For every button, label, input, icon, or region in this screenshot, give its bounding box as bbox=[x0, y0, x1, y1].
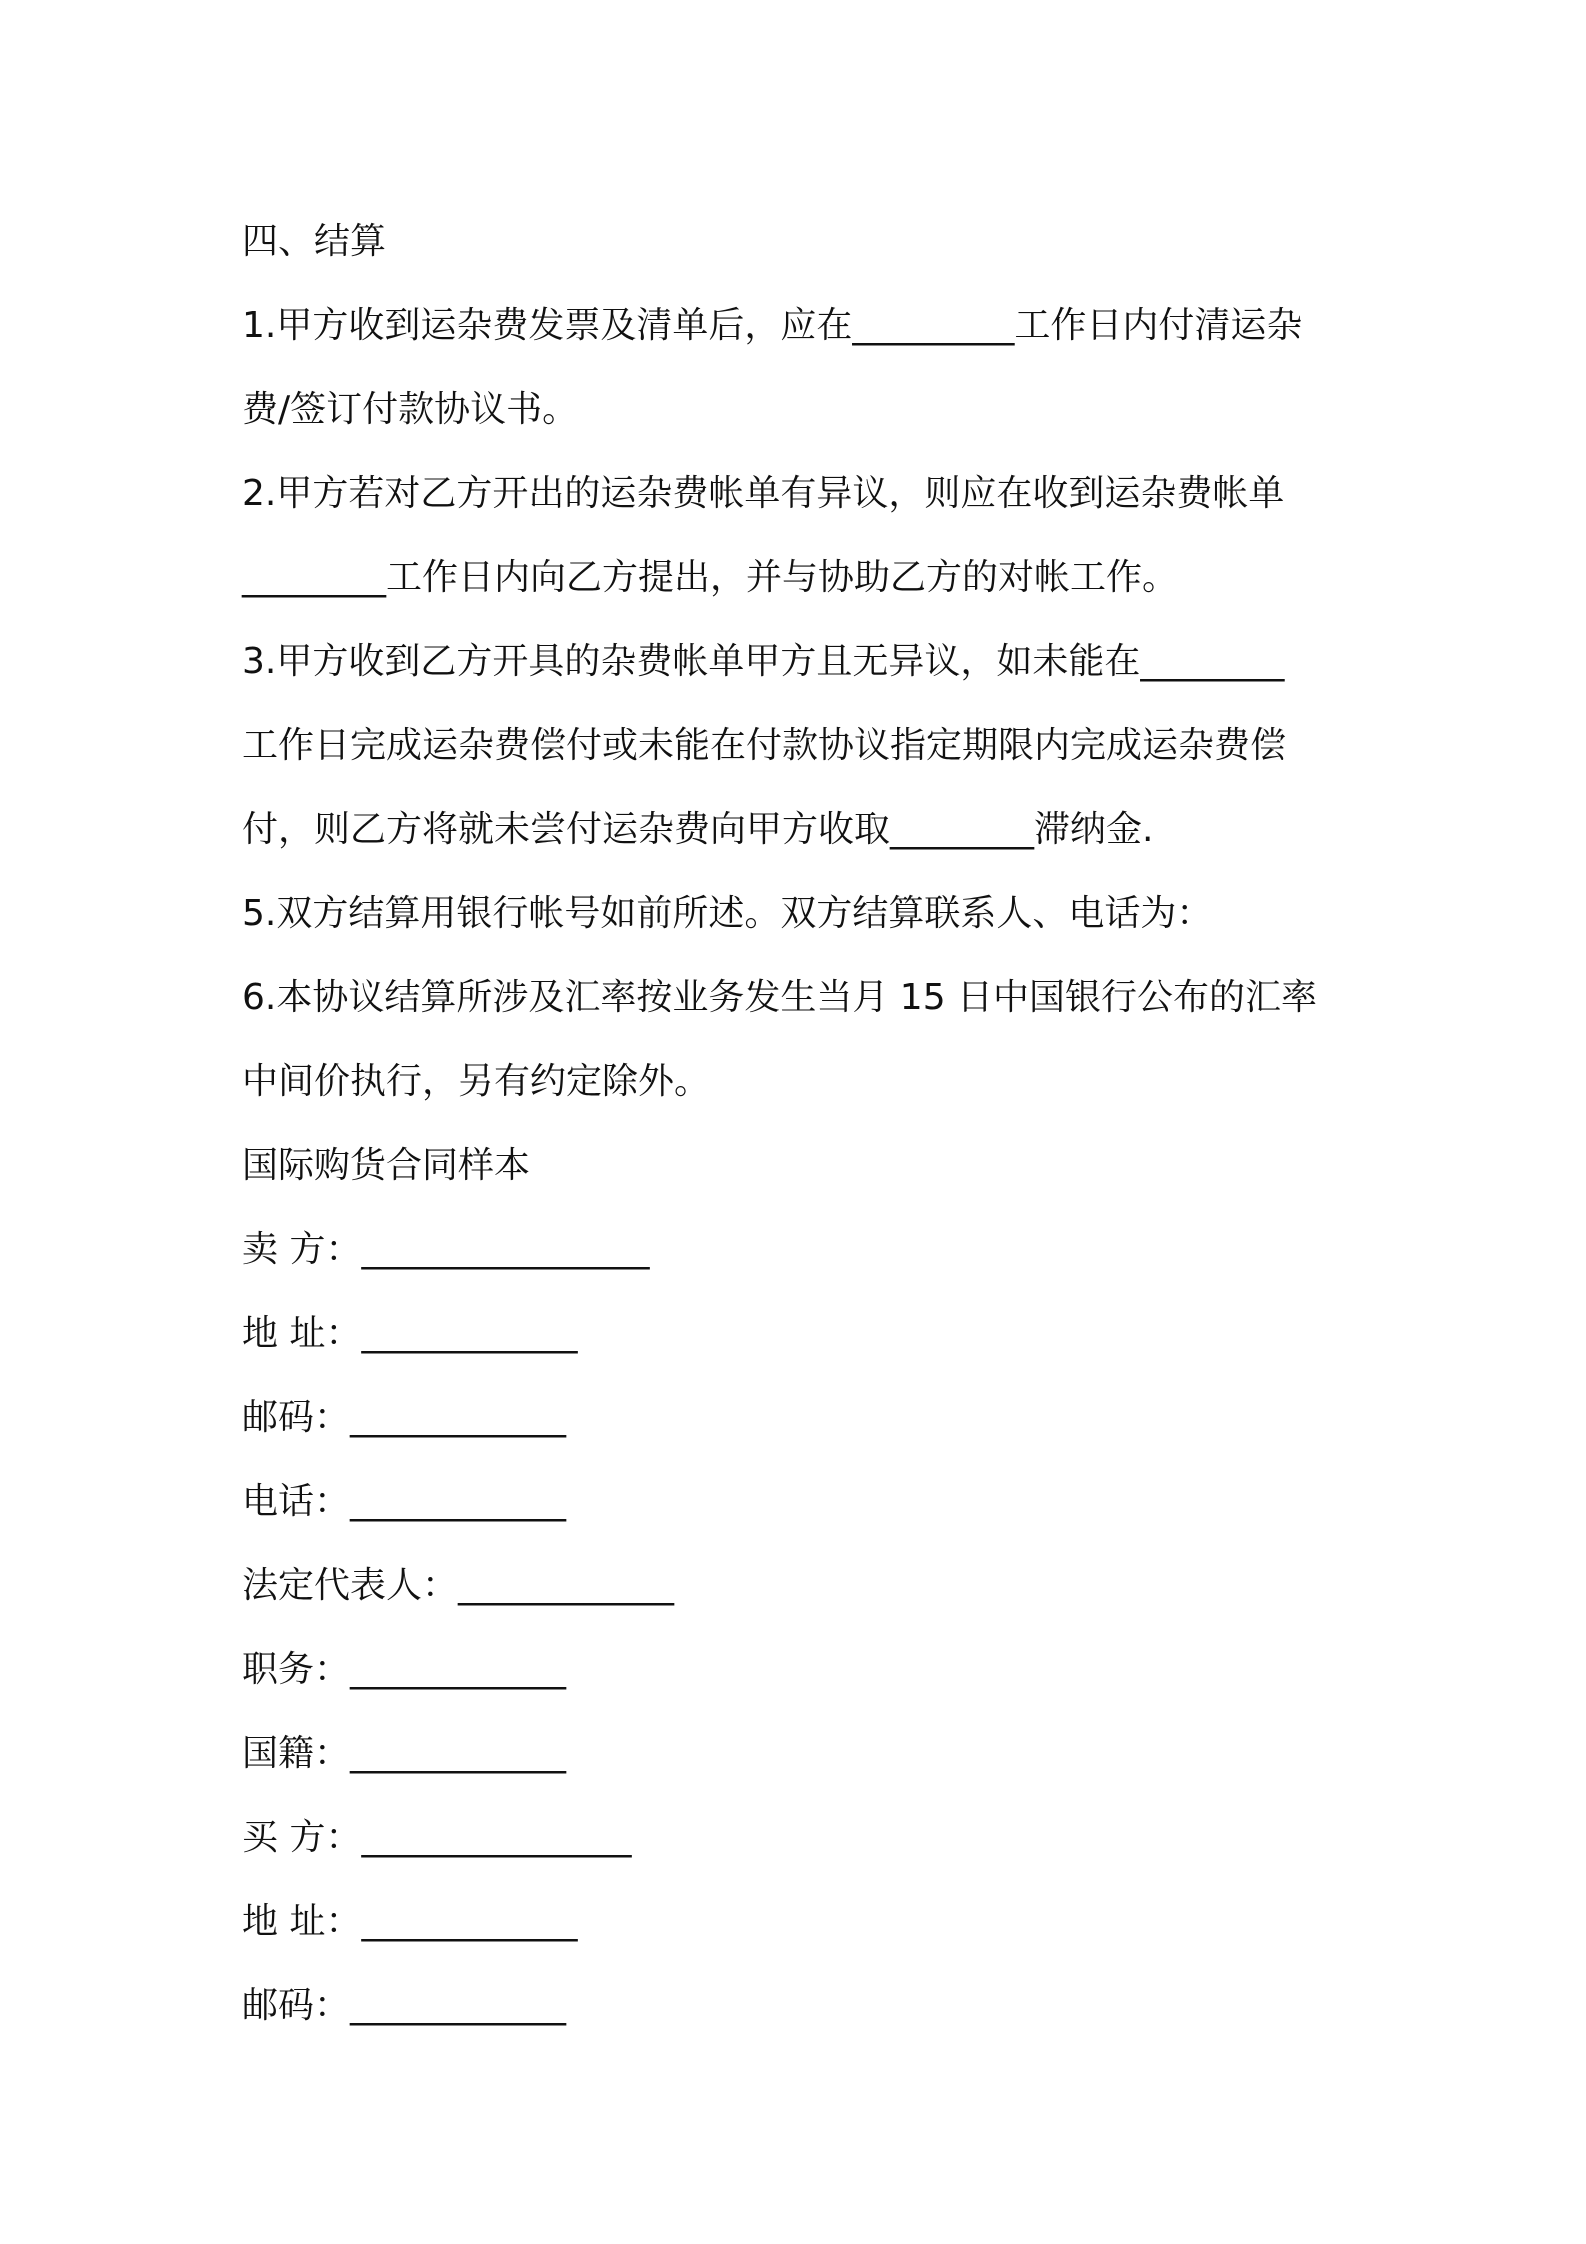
seller-phone-field: 电话：____________ bbox=[242, 1481, 567, 1522]
paragraph-line: 3.甲方收到乙方开具的杂费帐单甲方且无异议，如未能在________ bbox=[242, 641, 1285, 682]
paragraph-line: 5.双方结算用银行帐号如前所述。双方结算联系人、电话为： bbox=[242, 893, 1213, 934]
paragraph-line: 付，则乙方将就未尝付运杂费向甲方收取________滞纳金. bbox=[242, 809, 1154, 850]
paragraph-line: 工作日完成运杂费偿付或未能在付款协议指定期限内完成运杂费偿 bbox=[242, 725, 1287, 766]
buyer-field: 买 方：_______________ bbox=[242, 1817, 632, 1858]
paragraph-line: 中间价执行，另有约定除外。 bbox=[242, 1061, 711, 1102]
seller-postcode-field: 邮码：____________ bbox=[242, 1397, 567, 1438]
buyer-address-field: 地 址：____________ bbox=[242, 1901, 578, 1942]
seller-nationality-field: 国籍：____________ bbox=[242, 1733, 567, 1774]
paragraph-line: 2.甲方若对乙方开出的运杂费帐单有异议，则应在收到运杂费帐单 bbox=[242, 473, 1285, 514]
seller-field: 卖 方：________________ bbox=[242, 1229, 650, 1270]
seller-address-field: 地 址：____________ bbox=[242, 1313, 578, 1354]
seller-position-field: 职务：____________ bbox=[242, 1649, 567, 1690]
buyer-postcode-field: 邮码：____________ bbox=[242, 1985, 567, 2026]
paragraph-line: ________工作日内向乙方提出，并与协助乙方的对帐工作。 bbox=[242, 557, 1179, 598]
section-heading: 四、结算 bbox=[242, 221, 387, 262]
paragraph-line: 6.本协议结算所涉及汇率按业务发生当月 15 日中国银行公布的汇率 bbox=[242, 977, 1318, 1018]
paragraph-line: 1.甲方收到运杂费发票及清单后，应在_________工作日内付清运杂 bbox=[242, 305, 1303, 346]
seller-legal-rep-field: 法定代表人：____________ bbox=[242, 1565, 675, 1606]
contract-title: 国际购货合同样本 bbox=[242, 1145, 531, 1186]
document-body bbox=[242, 200, 1357, 2048]
paragraph-line: 费/签订付款协议书。 bbox=[242, 389, 579, 430]
